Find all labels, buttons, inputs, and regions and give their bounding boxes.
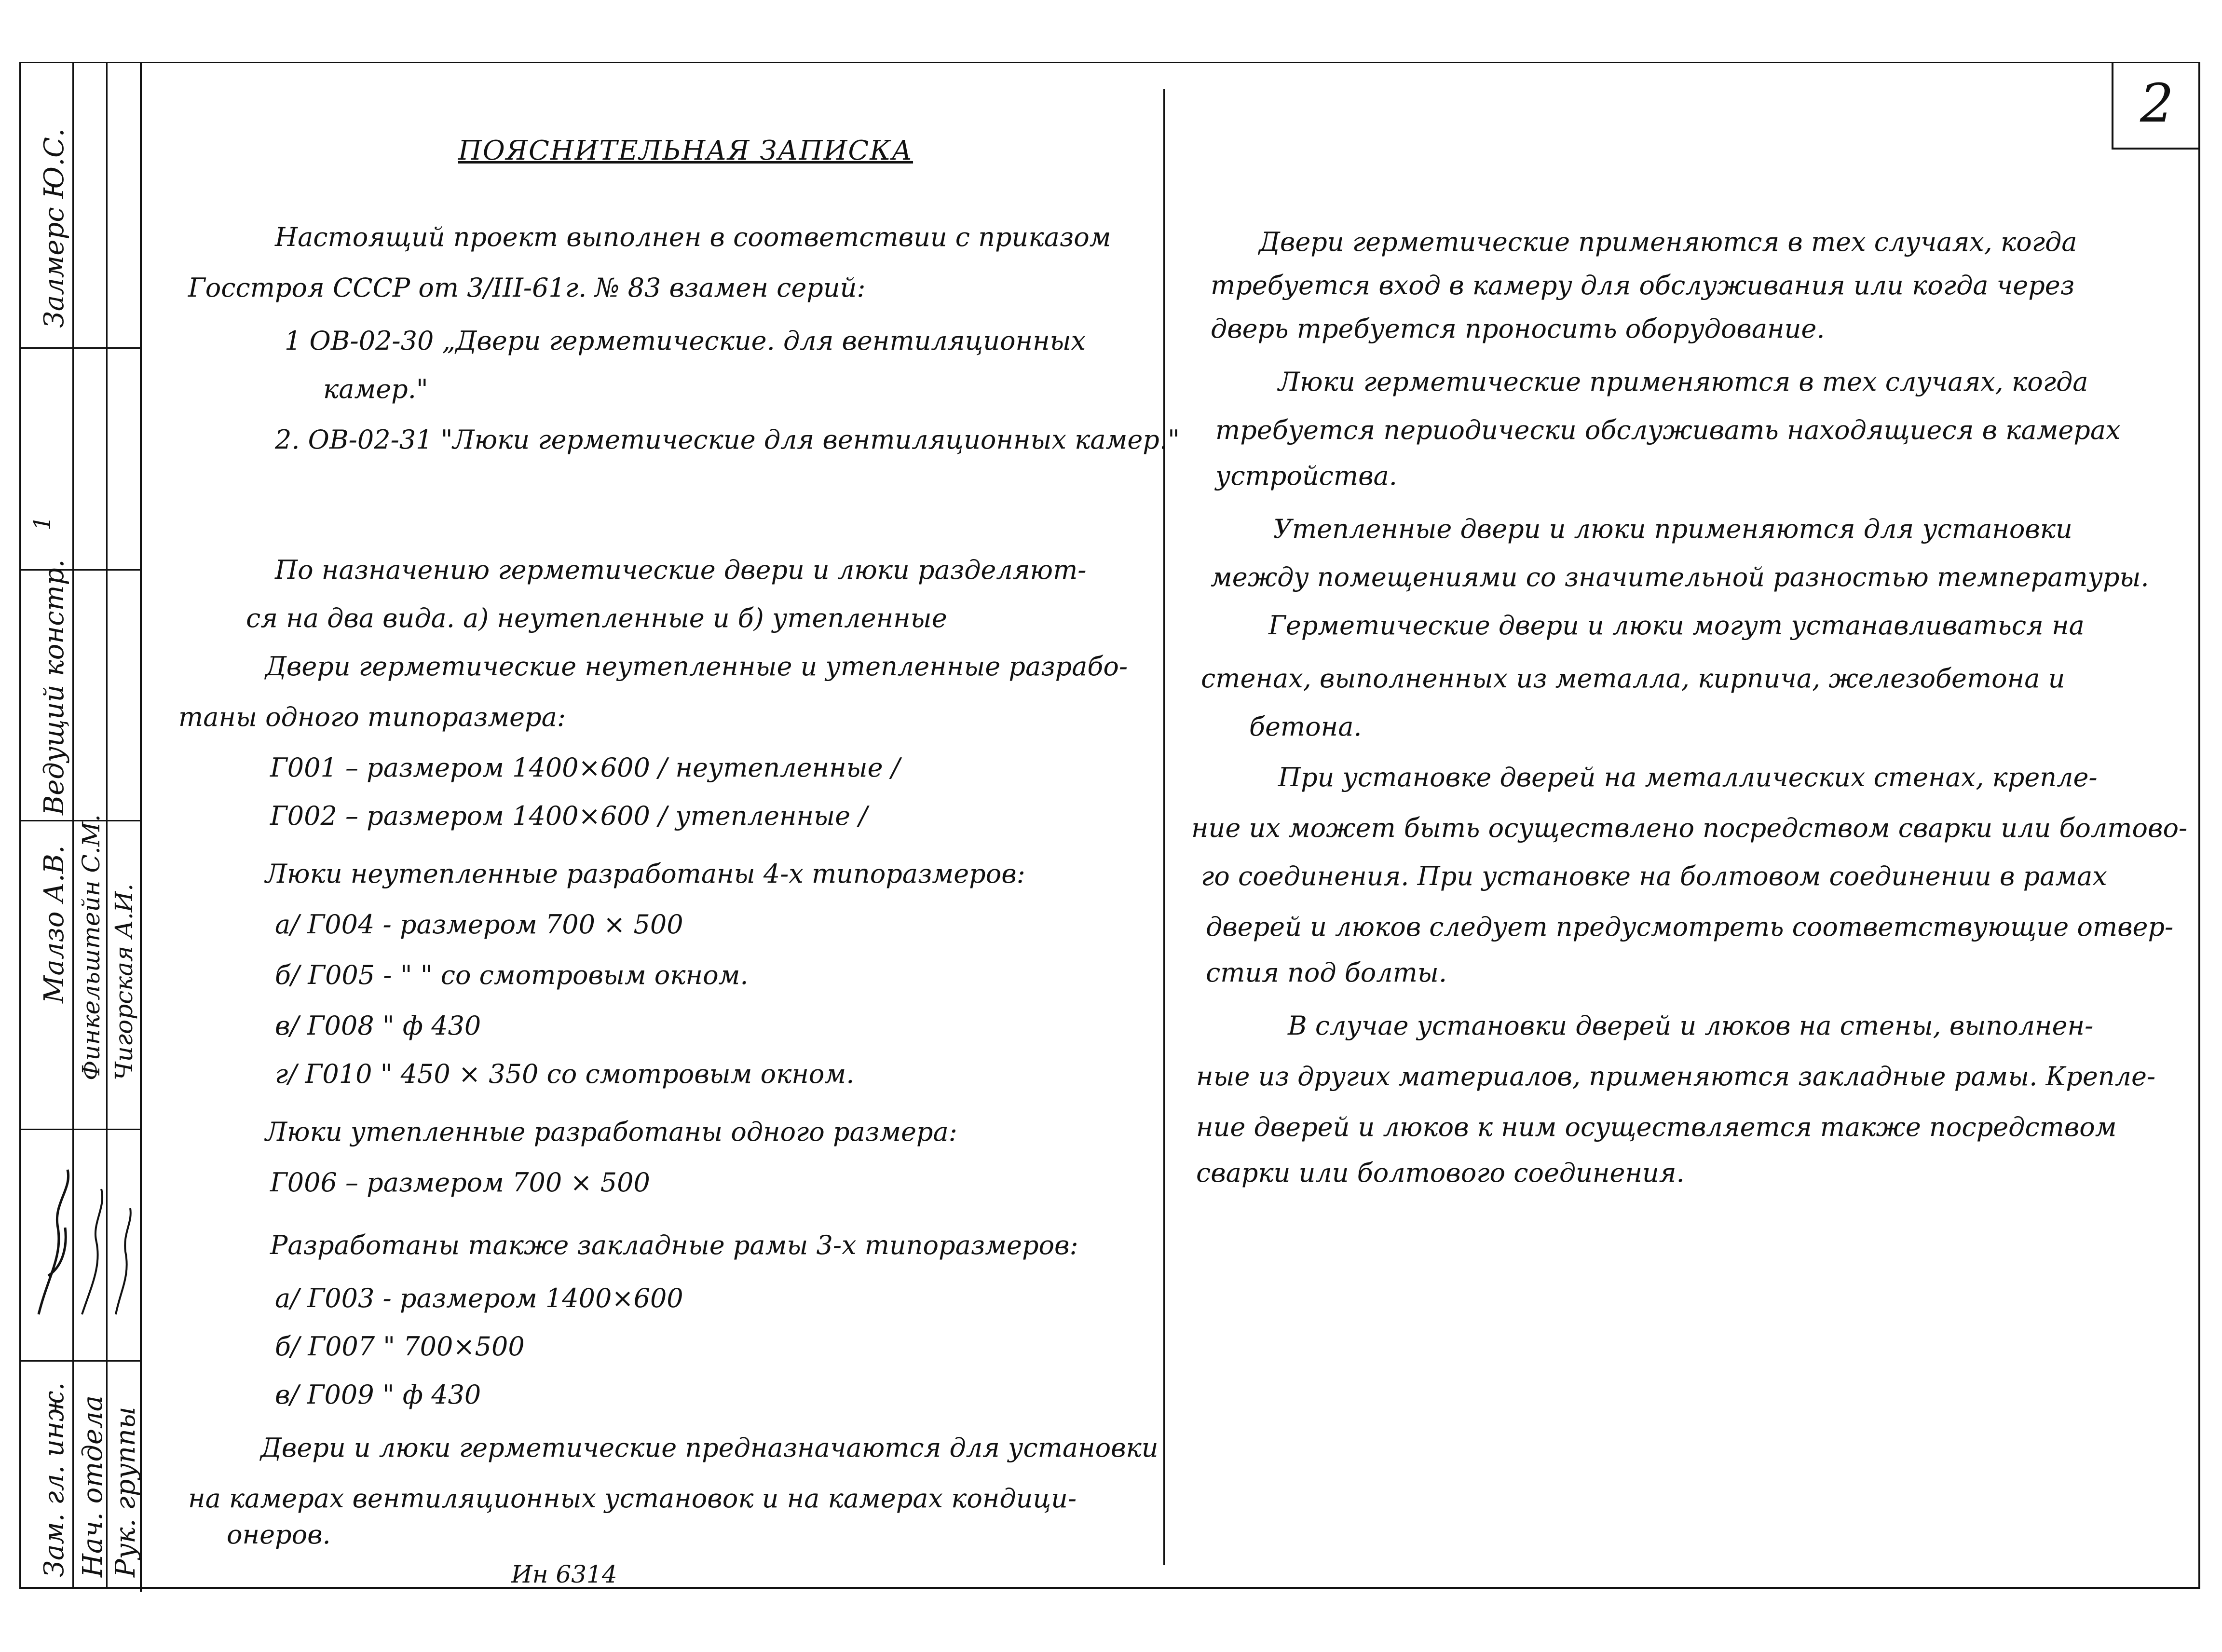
right-line: между помещениями со значительной разностью температуры. [1211,562,2149,592]
right-line: дверь требуется проносить оборудование. [1211,314,1825,344]
frame-right-line [2198,62,2200,1589]
right-line: Люки герметические применяются в тех случаях, когда [1278,367,2088,397]
stamp-divider-2 [106,63,108,1587]
stamp-role-1: Зам. гл. инж. [39,1382,70,1577]
left-line: ся на два вида. а) неутепленные и б) утепленные [246,603,947,633]
stamp-row-divider [19,347,142,349]
left-line: а/ Г003 - размером 1400×600 [275,1283,683,1313]
left-line: Г006 – размером 700 × 500 [270,1167,650,1198]
right-line: устройства. [1215,461,1397,491]
left-line: Г001 – размером 1400×600 / неутепленные / [270,752,900,783]
left-line: а/ Г004 - размером 700 × 500 [275,909,683,940]
right-line: Двери герметические применяются в тех случаях, когда [1259,227,2077,257]
page-number: 2 [2140,72,2174,134]
left-line: в/ Г008 " ф 430 [275,1010,481,1041]
stamp-right-line [140,63,142,1592]
stamp-row-divider [19,1360,142,1362]
left-line: 2. ОВ-02-31 "Люки герметические для вентиляционных камер." [275,424,1180,455]
document-title: ПОЯСНИТЕЛЬНАЯ ЗАПИСКА [458,135,913,166]
right-line: Герметические двери и люки могут устанавливаться на [1268,610,2085,641]
left-line: камер." [323,374,428,404]
left-line: б/ Г005 - " " со смотровым окном. [275,960,749,990]
left-line: онеров. [227,1519,331,1550]
left-line: в/ Г009 " ф 430 [275,1379,481,1410]
left-line: б/ Г007 " 700×500 [275,1331,525,1362]
right-line: бетона. [1249,711,1362,742]
left-line: Г002 – размером 1400×600 / утепленные / [270,801,868,831]
left-line: Двери герметические неутепленные и утепленные разрабо- [265,651,1128,682]
right-line: В случае установки дверей и люков на стены, выполнен- [1288,1010,2094,1041]
stamp-lead-designer: Ведущий констр. [39,559,70,815]
left-line: на камерах вентиляционных установок и на камерах кондици- [188,1483,1077,1514]
left-line: г/ Г010 " 450 × 350 со смотровым окном. [275,1059,855,1089]
left-line: таны одного типоразмера: [178,702,566,732]
right-line: дверей и люков следует предусмотреть соответствующие отвер- [1206,912,2174,942]
stamp-row-divider [19,569,142,571]
frame-top-line [19,62,2199,63]
left-line: Люки утепленные разработаны одного размера: [265,1117,957,1147]
stamp-role-2: Нач. отдела [77,1395,109,1577]
stamp-role-3: Рук. группы [110,1406,141,1577]
frame-bottom-line [19,1587,2199,1589]
column-divider [1163,89,1165,1565]
right-line: го соединения. При установке на болтовом соединении в рамах [1201,861,2107,891]
stamp-signatures [19,1131,142,1358]
stamp-name-1: Малзо А.В. [39,845,70,1003]
stamp-divider-1 [72,63,74,1587]
right-line: требуется периодически обслуживать находящиеся в камерах [1215,415,2121,445]
right-line: Утепленные двери и люки применяются для установки [1273,514,2072,544]
right-line: ние их может быть осуществлено посредством сварки или болтово- [1191,813,2188,843]
stamp-name-2: Финкельштейн С.М. [77,814,105,1080]
right-line: ные из других материалов, применяются закладные рамы. Крепле- [1196,1061,2156,1092]
right-line: При установке дверей на металлических стенах, крепле- [1278,762,2098,792]
stamp-row-divider [19,1129,142,1130]
right-line: сварки или болтового соединения. [1196,1158,1685,1188]
left-line: По назначению герметические двери и люки разделяют- [275,555,1087,585]
left-line: 1 ОВ-02-30 „Двери герметические. для вентиляционных [285,326,1086,356]
right-line: стенах, выполненных из металла, кирпича, железобетона и [1201,663,2065,694]
page-number-box [2112,63,2198,150]
right-line: стия под болты. [1206,957,1447,988]
stamp-top-name: Залмерс Ю.С. [39,128,70,328]
left-line: Двери и люки герметические предназначаются для установки [260,1433,1159,1463]
right-line: требуется вход в камеру для обслуживания или когда через [1211,270,2075,300]
left-line: Госстроя СССР от 3/III-61г. № 83 взамен серий: [188,273,866,303]
frame-left-line [19,63,21,1587]
left-line: Разработаны также закладные рамы 3-х типоразмеров: [270,1230,1078,1260]
stamp-name-3: Чигорская А.И. [110,883,138,1080]
inventory-number: Ин 6314 [511,1560,617,1588]
stamp-mark: 1 [29,516,56,531]
right-line: ние дверей и люков к ним осуществляется также посредством [1196,1112,2117,1142]
left-line: Настоящий проект выполнен в соответствии с приказом [275,222,1111,252]
left-line: Люки неутепленные разработаны 4-х типоразмеров: [265,859,1025,889]
